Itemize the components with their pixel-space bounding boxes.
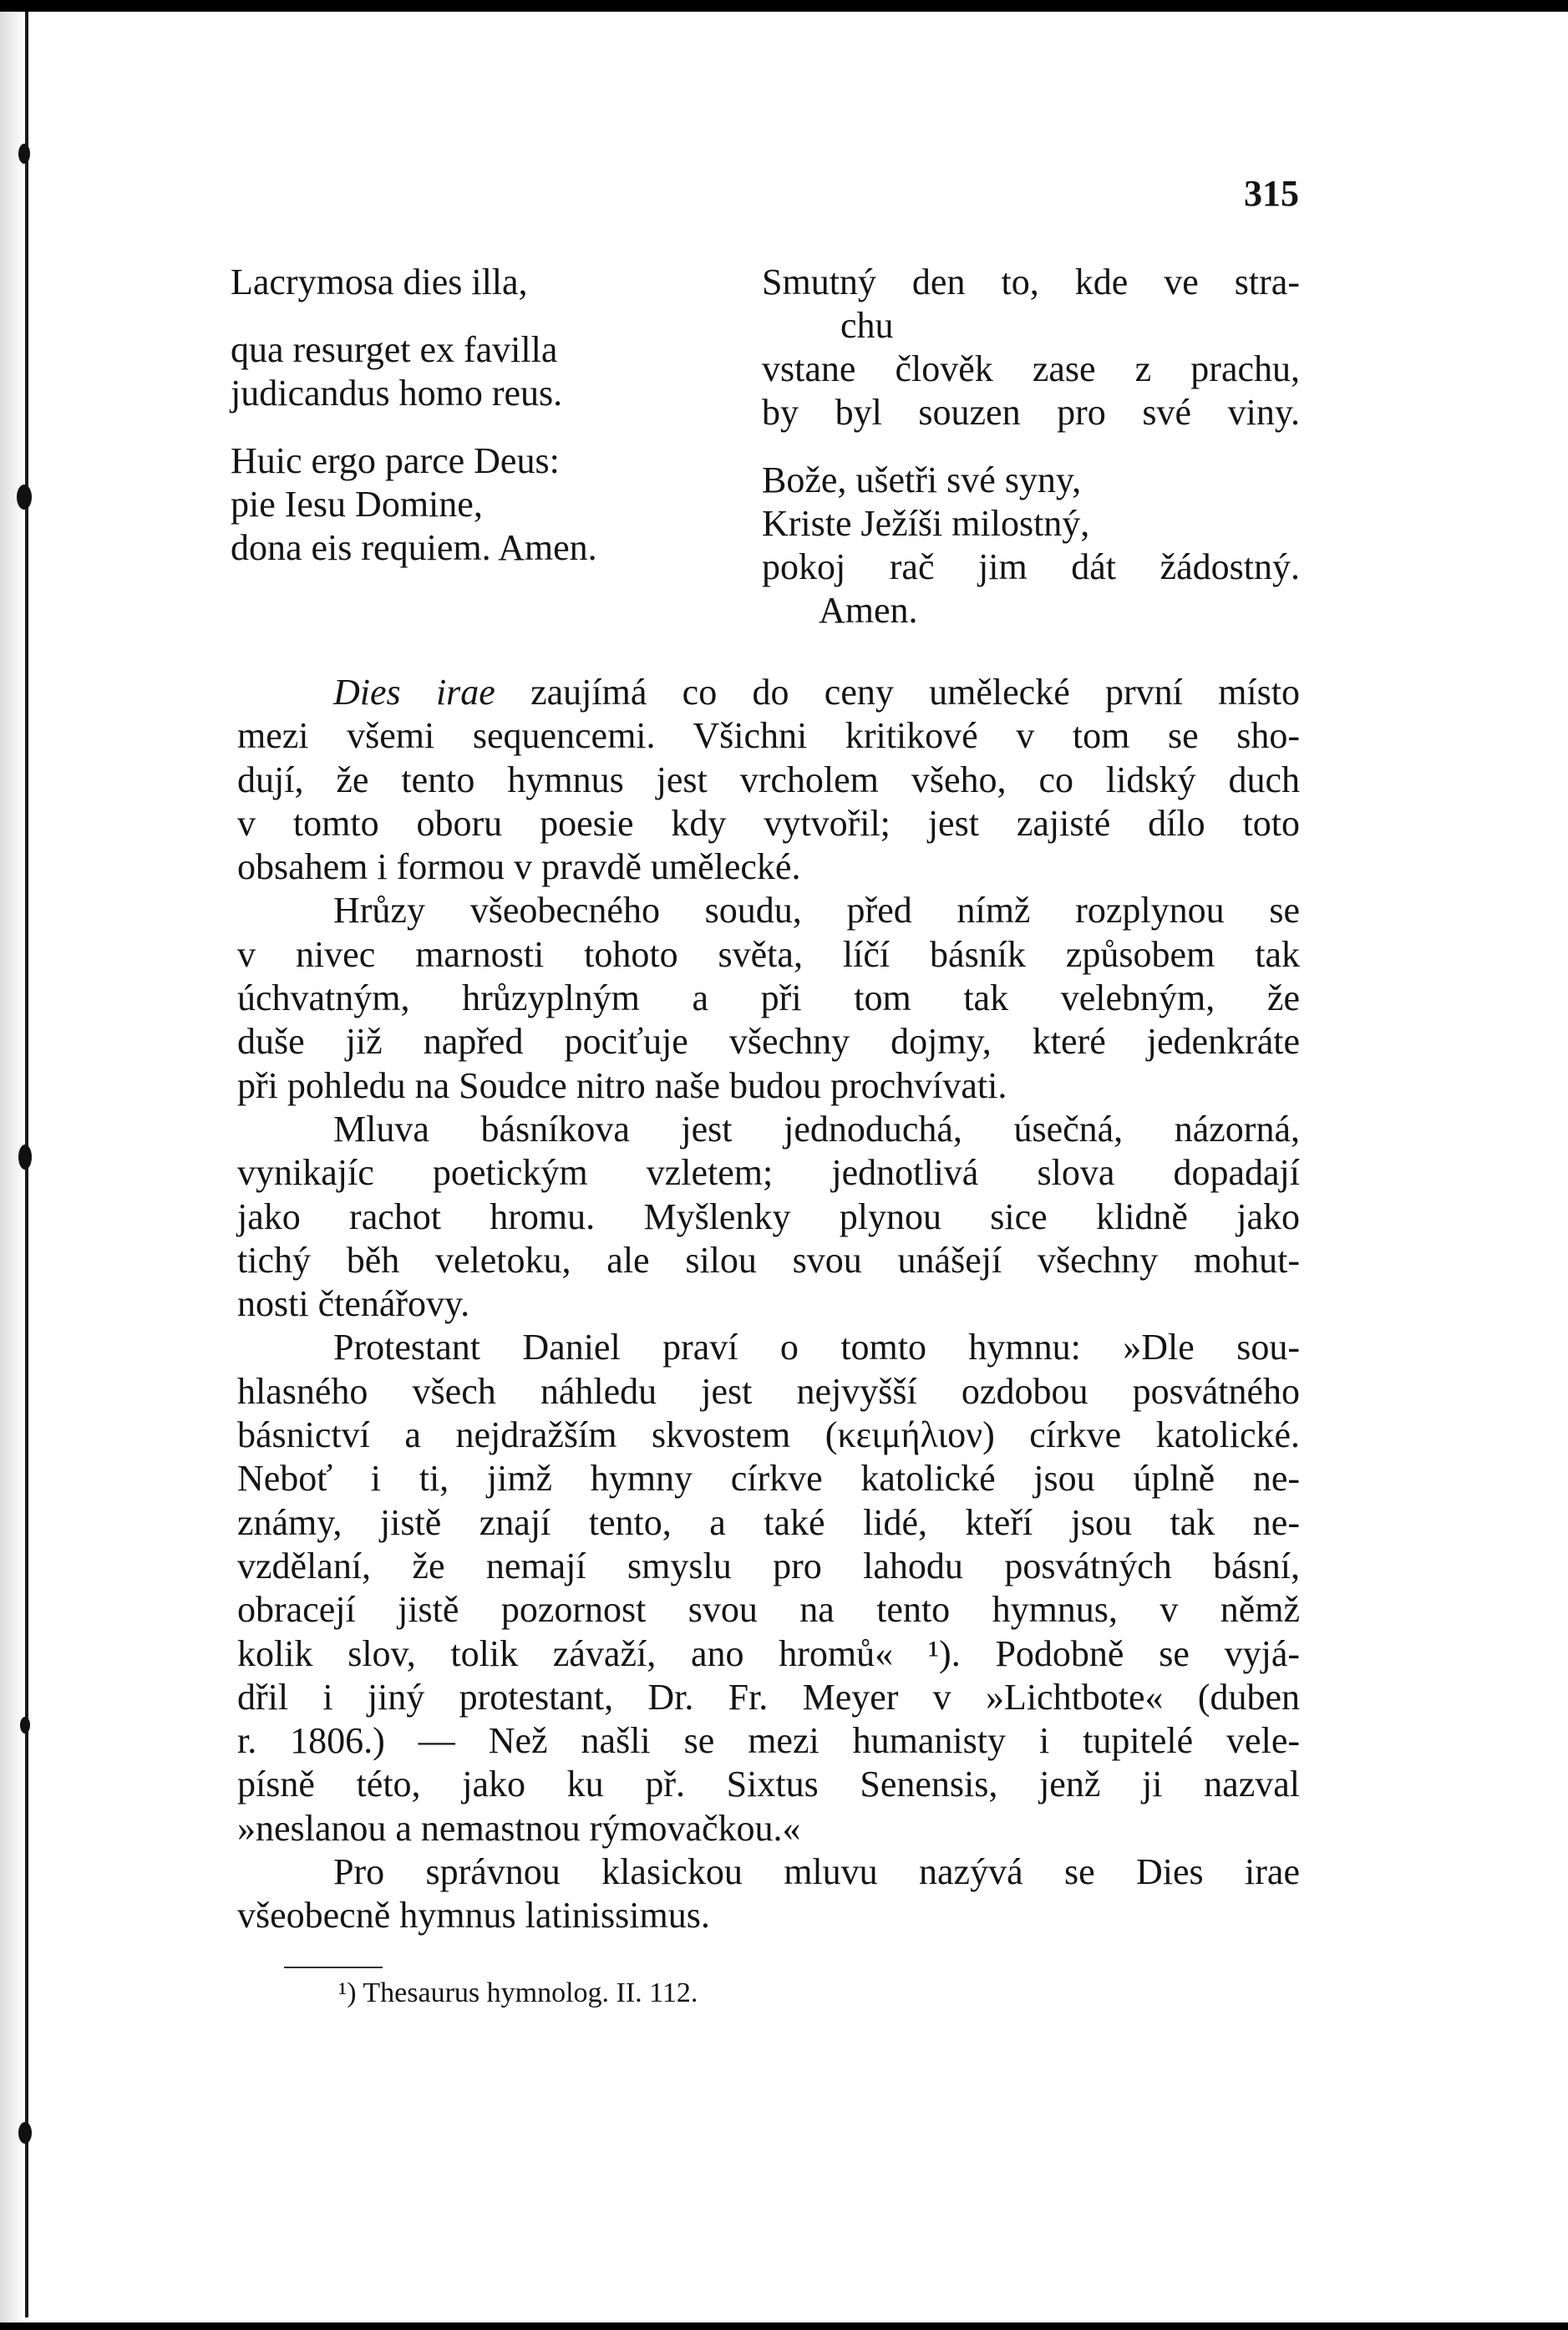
paragraph-line: hlasného všech náhledu jest nejvyšší ozdobou posvátného bbox=[237, 1370, 1300, 1412]
paragraph-line: v tomto oboru poesie kdy vytvořil; jest zajisté dílo toto bbox=[237, 802, 1300, 844]
stanza-gap bbox=[231, 415, 698, 439]
verse-line: by byl souzen pro své viny. bbox=[762, 392, 1300, 433]
paragraph-line: jako rachot hromu. Myšlenky plynou sice klidně jako bbox=[237, 1195, 1300, 1237]
verse-line: dona eis requiem. Amen. bbox=[231, 527, 597, 568]
paragraph-line: Hrůzy všeobecného soudu, před nímž rozplynou se bbox=[333, 890, 1300, 931]
paragraph-line: Pro správnou klasickou mluvu nazývá se Dies irae bbox=[333, 1851, 1300, 1893]
czech-verse bbox=[762, 261, 1300, 632]
paragraph-line: všeobecně hymnus latinissimus. bbox=[237, 1895, 710, 1937]
verse-line: pie Iesu Domine, bbox=[231, 484, 483, 525]
stanza-gap bbox=[762, 434, 1300, 459]
paragraph-line: »neslanou a nemastnou rýmovačkou.« bbox=[237, 1807, 801, 1849]
paragraph-line: v nivec marnosti tohoto světa, líčí básník způsobem tak bbox=[237, 933, 1300, 975]
verse-line: pokoj rač jim dát žádostný. bbox=[762, 546, 1300, 587]
paragraph-line: Mluva básníkova jest jednoduchá, úsečná, názorná, bbox=[333, 1108, 1300, 1150]
verse-line: Lacrymosa dies illa, bbox=[231, 261, 528, 302]
paragraph-line: dují, že tento hymnus jest vrcholem všeho, co lidský duch bbox=[237, 759, 1300, 800]
verse-line: Bože, ušetři své syny, bbox=[762, 459, 1082, 500]
paragraph-line: nosti čtenářovy. bbox=[237, 1283, 470, 1325]
verse-line: qua resurget ex favilla bbox=[231, 329, 558, 370]
footnote: ¹) Thesaurus hymnolog. II. 112. bbox=[338, 1977, 698, 2008]
paragraph-line: vzdělaní, že nemají smyslu pro lahodu posvátných básní, bbox=[237, 1545, 1300, 1586]
body-text bbox=[237, 671, 1300, 1938]
paragraph-line: tichý běh veletoku, ale silou svou unášejí všechny mohut- bbox=[237, 1239, 1300, 1281]
verse-line: Huic ergo parce Deus: bbox=[231, 440, 560, 481]
scan-border-bottom bbox=[0, 2322, 1568, 2330]
verse-line: chu bbox=[840, 305, 894, 346]
verse-line: judicandus homo reus. bbox=[231, 373, 563, 414]
verse-line: Amen. bbox=[819, 590, 918, 631]
binding-mark bbox=[18, 144, 30, 164]
verse-line: Smutný den to, kde ve stra- bbox=[762, 261, 1300, 302]
paragraph-line: písně této, jako ku př. Sixtus Senensis, jenž ji nazval bbox=[237, 1764, 1300, 1805]
page-number: 315 bbox=[1244, 173, 1299, 214]
paragraph-line: obsahem i formou v pravdě umělecké. bbox=[237, 846, 801, 888]
paragraph-line: duše již napřed pociťuje všechny dojmy, které jedenkráte bbox=[237, 1021, 1300, 1063]
paragraph-line: básnictví a nejdražším skvostem (κειμήλιον) církve katolické. bbox=[237, 1414, 1300, 1456]
page-edge-shadow bbox=[0, 12, 25, 2330]
paragraph-line: kolik slov, tolik závaží, ano hromů« ¹). Podobně se vyjá- bbox=[237, 1632, 1300, 1674]
paragraph-line: r. 1806.) — Než našli se mezi humanisty i tupitelé vele- bbox=[237, 1720, 1300, 1762]
paragraph-line: úchvatným, hrůzyplným a při tom tak velebným, že bbox=[237, 977, 1300, 1019]
verse-line: Kriste Ježíši milostný, bbox=[762, 503, 1090, 544]
scan-border-top bbox=[0, 0, 1568, 12]
paragraph-line: mezi všemi sequencemi. Všichni kritikové v tom se sho- bbox=[237, 715, 1300, 757]
binding-mark bbox=[17, 485, 32, 510]
paragraph-line: Neboť i ti, jimž hymny církve katolické jsou úplně ne- bbox=[237, 1458, 1300, 1500]
footnote-rule bbox=[284, 1967, 383, 1968]
paragraph-line bbox=[237, 671, 1300, 714]
binding-mark bbox=[20, 1717, 30, 1734]
binding-mark bbox=[18, 2122, 32, 2144]
paragraph-line: při pohledu na Soudce nitro naše budou prochvívati. bbox=[237, 1064, 1007, 1106]
paragraph-line: známy, jistě znají tento, a také lidé, kteří jsou tak ne- bbox=[237, 1501, 1300, 1543]
paragraph-line: vynikajíc poetickým vzletem; jednotlivá slova dopadají bbox=[237, 1152, 1300, 1194]
paragraph-line: obracejí jistě pozornost svou na tento hymnus, v němž bbox=[237, 1589, 1300, 1631]
line-text: zaujímá co do ceny umělecké první místo bbox=[495, 672, 1300, 713]
paragraph-line: Protestant Daniel praví o tomto hymnu: »Dle sou- bbox=[333, 1327, 1300, 1368]
stanza-gap bbox=[231, 304, 698, 328]
title-italic: Dies irae bbox=[333, 672, 495, 713]
verse-line: vstane člověk zase z prachu, bbox=[762, 348, 1300, 389]
latin-verse bbox=[231, 261, 698, 570]
paragraph-line: dřil i jiný protestant, Dr. Fr. Meyer v »Lichtbote« (duben bbox=[237, 1676, 1300, 1718]
binding-mark bbox=[18, 1145, 32, 1170]
